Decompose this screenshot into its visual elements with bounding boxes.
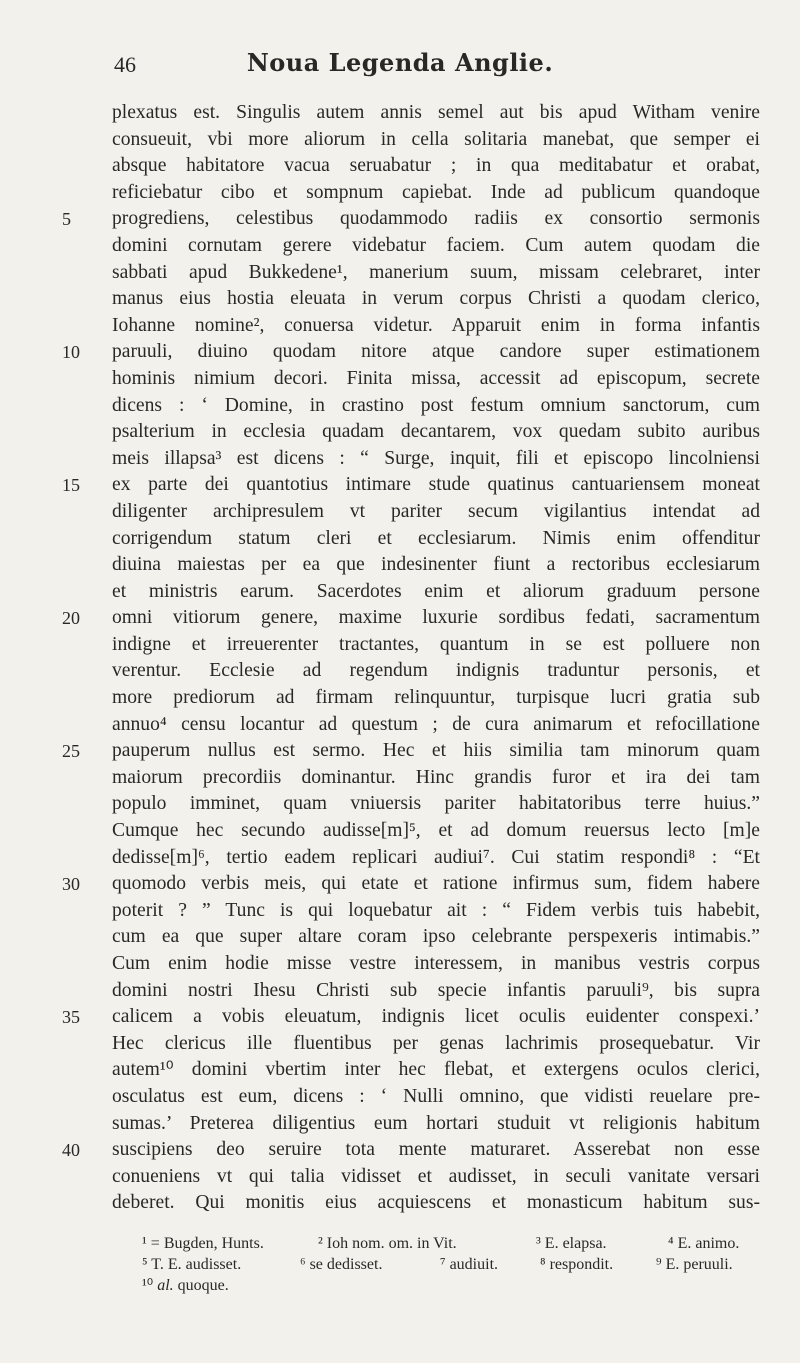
- text-line: [0, 1190, 800, 1217]
- footnote-10-text: quoque.: [177, 1277, 229, 1294]
- text-line: [0, 419, 800, 446]
- line-text: absque habitatore vacua seruabatur ; in qua meditabatur et orabat,: [112, 155, 760, 177]
- footnote-5: ⁵ T. E. audisset.: [142, 1256, 242, 1273]
- text-line: [0, 1111, 800, 1138]
- footnote-4: ⁴ E. animo.: [668, 1235, 740, 1252]
- line-number: 30: [62, 874, 80, 895]
- line-text: autem¹⁰ domini vbertim inter hec flebat, et extergens oculos clerici,: [112, 1059, 760, 1081]
- line-text: domini nostri Ihesu Christi sub specie infantis paruuli⁹, bis supra: [112, 979, 760, 1001]
- text-line: [0, 153, 800, 180]
- line-text: populo imminet, quam vniuersis pariter habitatoribus terre huius.”: [112, 793, 760, 815]
- line-text: sumas.’ Preterea diligentius eum hortari studuit vt religionis habitum: [112, 1112, 760, 1134]
- text-line: [0, 951, 800, 978]
- line-text: meis illapsa³ est dicens : “ Surge, inquit, fili et episcopo lincolniensi: [112, 447, 760, 469]
- line-text: conueniens vt qui talia vidisset et audisset, in seculi vanitate versari: [112, 1165, 760, 1187]
- line-text: et ministris earum. Sacerdotes enim et aliorum graduum persone: [112, 580, 760, 602]
- footnote-7: ⁷ audiuit.: [440, 1256, 499, 1273]
- line-text: progrediens, celestibus quodammodo radiis ex consortio sermonis: [112, 208, 760, 230]
- footnote-9: ⁹ E. peruuli.: [656, 1256, 733, 1273]
- line-text: maiorum precordiis dominantur. Hinc grandis furor et ira dei tam: [112, 766, 760, 788]
- line-text: dedisse[m]⁶, tertio eadem replicari audiui⁷. Cui statim respondi⁸ : “Et: [112, 846, 760, 868]
- text-line: [0, 658, 800, 685]
- line-text: Hec clericus ille fluentibus per genas lachrimis prosequebatur. Vir: [112, 1032, 760, 1054]
- footnote-10: [142, 1275, 229, 1296]
- line-text: Cumque hec secundo audisse[m]⁵, et ad domum reuersus lecto [m]e: [112, 820, 760, 842]
- line-number: 5: [62, 209, 71, 230]
- text-line: [0, 206, 800, 233]
- text-line: [0, 765, 800, 792]
- text-line: [0, 579, 800, 606]
- running-title: Noua Legenda Anglie.: [246, 48, 554, 77]
- line-text: domini cornutam gerere videbatur faciem. Cum autem quodam die: [112, 234, 760, 256]
- text-line: [0, 845, 800, 872]
- line-number: 20: [62, 608, 80, 629]
- line-text: corrigendum statum cleri et ecclesiarum. Nimis enim offenditur: [112, 527, 760, 549]
- line-number: 10: [62, 342, 80, 363]
- line-text: more prediorum ad firmam relinquuntur, turpisque lucri gratia sub: [112, 687, 760, 709]
- text-line: [0, 526, 800, 553]
- footnote-2: ² Ioh nom. om. in Vit.: [318, 1235, 457, 1252]
- text-line: [0, 100, 800, 127]
- line-text: indigne et irreuerenter tractantes, quantum in se est polluere non: [112, 633, 760, 655]
- line-text: sabbati apud Bukkedene¹, manerium suum, missam celebraret, inter: [112, 261, 760, 283]
- line-text: ex parte dei quantotius intimare stude quatinus cantuariensem moneat: [112, 474, 760, 496]
- text-line: [0, 1084, 800, 1111]
- text-line: [0, 978, 800, 1005]
- footnote-3: ³ E. elapsa.: [536, 1235, 607, 1252]
- line-text: Iohanne nomine², conuersa videtur. Apparuit enim in forma infantis: [112, 314, 760, 336]
- text-line: [0, 446, 800, 473]
- line-text: quomodo verbis meis, qui etate et ratione infirmus sum, fidem habere: [112, 873, 760, 895]
- text-line: [0, 685, 800, 712]
- line-text: dicens : ‘ Domine, in crastino post festum omnium sanctorum, cum: [112, 394, 760, 416]
- text-line: [0, 472, 800, 499]
- footnote-row: [0, 1254, 800, 1275]
- main-text: [0, 100, 800, 1217]
- line-text: consueuit, vbi more aliorum in cella solitaria manebat, que semper ei: [112, 128, 760, 150]
- page-number: 46: [114, 52, 136, 77]
- text-line: [0, 1057, 800, 1084]
- text-line: [0, 339, 800, 366]
- text-line: [0, 1004, 800, 1031]
- line-text: psalterium in ecclesia quadam decantarem, vox quedam subito auribus: [112, 421, 760, 443]
- line-text: plexatus est. Singulis autem annis semel aut bis apud Witham venire: [112, 102, 760, 123]
- text-line: [0, 552, 800, 579]
- text-line: [0, 286, 800, 313]
- line-text: diuina maiestas per ea que indesinenter fiunt a rectoribus ecclesiarum: [112, 554, 760, 576]
- text-line: [0, 1031, 800, 1058]
- footnote-10-abbr: al.: [157, 1277, 174, 1294]
- line-number: 15: [62, 475, 80, 496]
- line-text: reficiebatur cibo et sompnum capiebat. Inde ad publicum quandoque: [112, 181, 760, 203]
- text-line: [0, 1137, 800, 1164]
- text-line: [0, 260, 800, 287]
- line-text: verentur. Ecclesie ad regendum indignis traduntur personis, et: [112, 660, 760, 682]
- line-text: osculatus est eum, dicens : ‘ Nulli omnino, que vidisti reuelare pre-: [112, 1085, 760, 1107]
- line-text: manus eius hostia eleuata in verum corpus Christi a quodam clerico,: [112, 288, 760, 310]
- footnote-1: ¹ = Bugden, Hunts.: [142, 1235, 264, 1252]
- line-text: pauperum nullus est sermo. Hec et hiis similia tam minorum quam: [112, 740, 760, 762]
- footnote-8: ⁸ respondit.: [540, 1256, 614, 1273]
- footnote-6: ⁶ se dedisset.: [300, 1256, 383, 1273]
- text-line: [0, 738, 800, 765]
- footnote-row: [0, 1275, 800, 1296]
- text-line: [0, 313, 800, 340]
- page-header: [0, 48, 800, 88]
- line-text: paruuli, diuino quodam nitore atque candore super estimationem: [112, 341, 760, 363]
- text-line: [0, 127, 800, 154]
- text-line: [0, 898, 800, 925]
- text-line: [0, 366, 800, 393]
- text-line: [0, 632, 800, 659]
- line-number: 25: [62, 741, 80, 762]
- footnote-10-number: ¹⁰: [142, 1277, 154, 1294]
- text-line: [0, 791, 800, 818]
- line-text: omni vitiorum genere, maxime luxurie sordibus fedati, sacramentum: [112, 607, 760, 629]
- line-text: annuo⁴ censu locantur ad questum ; de cura animarum et refocillatione: [112, 713, 760, 735]
- text-line: [0, 605, 800, 632]
- footnote-row: [0, 1233, 800, 1254]
- footnotes: [0, 1233, 800, 1296]
- text-line: [0, 393, 800, 420]
- line-text: poterit ? ” Tunc is qui loquebatur ait : “ Fidem verbis tuis habebit,: [112, 899, 760, 921]
- line-text: diligenter archipresulem vt pariter secum vigilantius intendat ad: [112, 500, 760, 522]
- text-line: [0, 924, 800, 951]
- text-line: [0, 712, 800, 739]
- text-line: [0, 1164, 800, 1191]
- text-line: [0, 871, 800, 898]
- line-text: suscipiens deo seruire tota mente maturaret. Asserebat non esse: [112, 1139, 760, 1161]
- line-number: 35: [62, 1007, 80, 1028]
- line-text: calicem a vobis eleuatum, indignis licet oculis euidenter conspexi.’: [112, 1006, 760, 1028]
- text-line: [0, 180, 800, 207]
- text-line: [0, 499, 800, 526]
- text-line: [0, 818, 800, 845]
- text-line: [0, 233, 800, 260]
- line-text: Cum enim hodie misse vestre interessem, in manibus vestris corpus: [112, 953, 760, 974]
- line-text: hominis nimium decori. Finita missa, accessit ad episcopum, secrete: [112, 367, 760, 389]
- line-text: deberet. Qui monitis eius acquiescens et monasticum habitum sus-: [112, 1192, 760, 1214]
- line-text: cum ea que super altare coram ipso celebrante perspexeris intimabis.”: [112, 926, 760, 948]
- line-number: 40: [62, 1140, 80, 1161]
